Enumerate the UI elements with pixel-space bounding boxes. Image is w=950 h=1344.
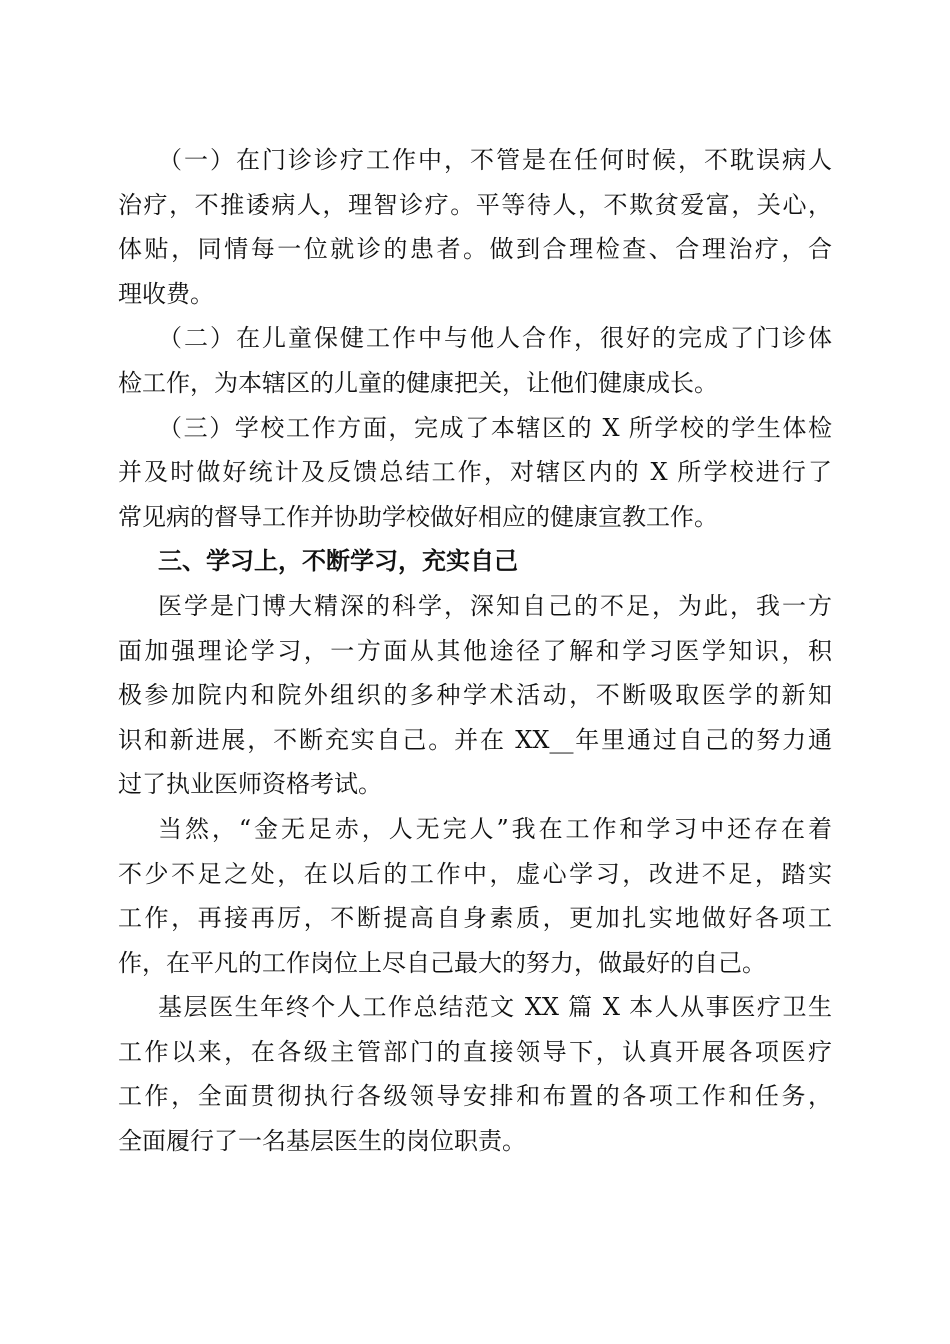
paragraph [118, 584, 832, 807]
text-line: 并及时做好统计及反馈总结工作，对辖区内的 X 所学校进行了 [118, 458, 832, 487]
text-line: 面加强理论学习，一方面从其他途径了解和学习医学知识，积 [118, 636, 832, 665]
text-line: 三、学习上，不断学习，充实自己 [158, 547, 518, 576]
paragraph [118, 406, 832, 540]
text-line: 当然，“金无足赤，人无完人”我在工作和学习中还存在着 [158, 814, 832, 843]
text-line: 识和新进展，不断充实自己。并在 XX__年里通过自己的努力通 [118, 725, 832, 754]
text-line: 极参加院内和院外组织的多种学术活动，不断吸取医学的新知 [118, 681, 832, 710]
paragraph [118, 807, 832, 985]
text-line: 不少不足之处，在以后的工作中，虚心学习，改进不足，踏实 [118, 859, 832, 888]
text-line: 医学是门博大精深的科学，深知自己的不足，为此，我一方 [158, 591, 832, 620]
text-line: 过了执业医师资格考试。 [118, 770, 382, 799]
section-heading [118, 539, 832, 584]
paragraph [118, 138, 832, 316]
paragraph [118, 316, 832, 405]
text-line: 检工作，为本辖区的儿童的健康把关，让他们健康成长。 [118, 368, 718, 397]
document-page [118, 138, 832, 1164]
text-line: （二）在儿童保健工作中与他人合作，很好的完成了门诊体 [158, 324, 832, 353]
text-line: 常见病的督导工作并协助学校做好相应的健康宣教工作。 [118, 502, 718, 531]
text-line: 全面履行了一名基层医生的岗位职责。 [118, 1127, 526, 1156]
text-line: 体贴，同情每一位就诊的患者。做到合理检查、合理治疗，合 [118, 235, 832, 264]
text-line: 理收费。 [118, 279, 214, 308]
text-line: （三）学校工作方面，完成了本辖区的 X 所学校的学生体检 [158, 413, 832, 442]
text-line: 基层医生年终个人工作总结范文 XX 篇 X 本人从事医疗卫生 [158, 993, 832, 1022]
text-line: 治疗，不推诿病人，理智诊疗。平等待人，不欺贫爱富，关心， [118, 190, 832, 219]
paragraph [118, 985, 832, 1163]
text-line: 工作，再接再厉，不断提高自身素质，更加扎实地做好各项工 [118, 904, 832, 933]
text-line: 工作，全面贯彻执行各级领导安排和布置的各项工作和任务， [118, 1082, 832, 1111]
text-line: 作，在平凡的工作岗位上尽自己最大的努力，做最好的自己。 [118, 948, 766, 977]
text-line: （一）在门诊诊疗工作中，不管是在任何时候，不耽误病人 [158, 146, 832, 174]
text-line: 工作以来，在各级主管部门的直接领导下，认真开展各项医疗 [118, 1037, 832, 1066]
